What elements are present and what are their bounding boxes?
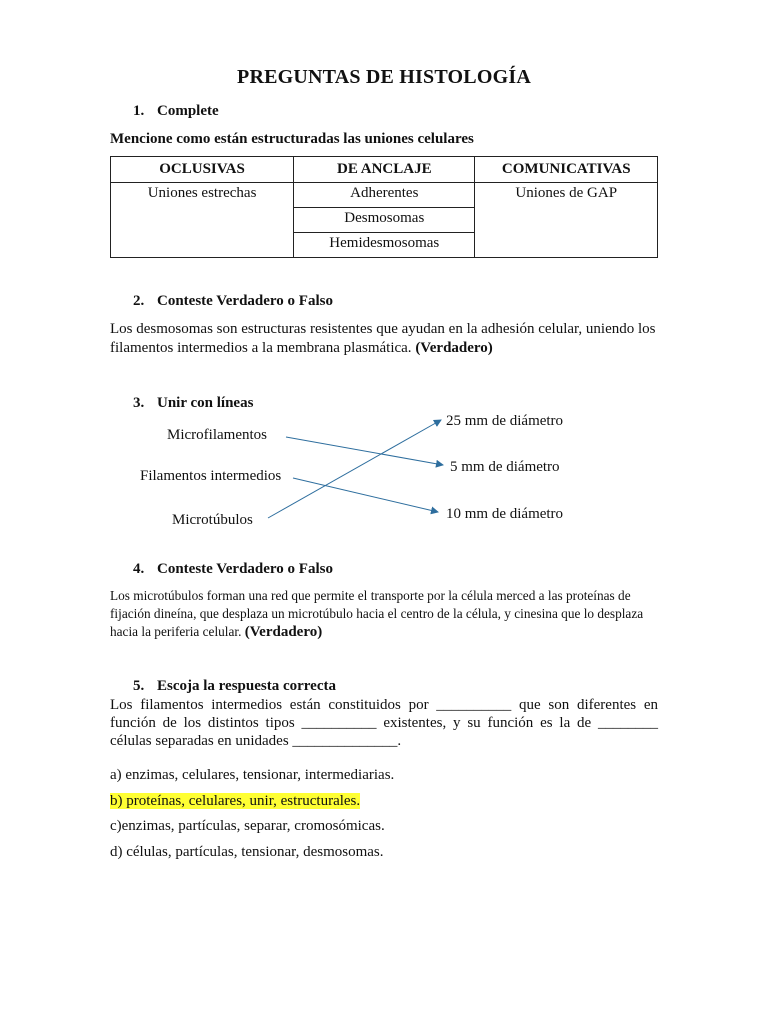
page-title: PREGUNTAS DE HISTOLOGÍA <box>237 66 531 88</box>
question-5-heading <box>133 678 336 695</box>
question-2-answer: (Verdadero) <box>415 340 493 356</box>
cell-anclaje-1: Adherentes <box>294 183 475 208</box>
question-1-prompt: Mencione como están estructuradas las uniones celulares <box>110 131 474 147</box>
match-right-10mm: 10 mm de diámetro <box>446 506 564 522</box>
option-a: a) enzimas, celulares, tensionar, intermediarias. <box>110 767 395 783</box>
match-left-filamentos-intermedios: Filamentos intermedios <box>140 468 282 484</box>
question-3-title: Unir con líneas <box>157 395 254 411</box>
question-1-number: 1. <box>133 103 145 119</box>
option-b-highlighted <box>110 793 360 810</box>
question-4-statement: Los microtúbulos forman una red que permite el transporte por la célula merced a las proteínas de fijación dineína, que desplaza un microtúbulo hacia el centro de la célula, y cinesina que lo desplaza hacia la periferia celular. <box>110 588 644 639</box>
match-right-25mm: 25 mm de diámetro <box>446 413 564 429</box>
header-anclaje: DE ANCLAJE <box>294 157 475 183</box>
cell-oclusivas: Uniones estrechas <box>111 183 294 258</box>
arrow-filamentos-to-10mm <box>293 478 438 512</box>
match-right-5mm: 5 mm de diámetro <box>450 459 560 475</box>
cell-comunicativas: Uniones de GAP <box>475 183 658 258</box>
option-d: d) células, partículas, tensionar, desmosomas. <box>110 844 384 860</box>
cell-anclaje-2: Desmosomas <box>294 208 475 233</box>
cell-anclaje-3: Hemidesmosomas <box>294 233 475 258</box>
match-left-microfilamentos: Microfilamentos <box>167 427 267 443</box>
question-5-title: Escoja la respuesta correcta <box>157 678 336 694</box>
arrow-microtubulos-to-25mm <box>268 420 441 518</box>
question-2-statement: Los desmosomas son estructuras resistentes que ayudan en la adhesión celular, uniendo los filamentos intermedios a la membrana plasmática. <box>110 321 656 356</box>
header-oclusivas: OCLUSIVAS <box>111 157 294 183</box>
question-3-number: 3. <box>133 395 145 411</box>
arrow-microfilamentos-to-5mm <box>286 437 443 465</box>
option-c: c)enzimas, partículas, separar, cromosómicas. <box>110 818 385 834</box>
question-4-text <box>110 587 658 641</box>
question-4-answer: (Verdadero) <box>244 624 323 640</box>
question-5-text: Los filamentos intermedios están constituidos por __________ que son diferentes en función de los distintos tipos __________ existentes, y su función es la de ________ células separadas en unidades ______________. <box>110 697 658 749</box>
question-2-title: Conteste Verdadero o Falso <box>157 293 333 309</box>
header-comunicativas: COMUNICATIVAS <box>475 157 658 183</box>
question-5-number: 5. <box>133 678 145 694</box>
option-b: b) proteínas, celulares, unir, estructurales. <box>110 793 361 809</box>
question-2-number: 2. <box>133 293 145 309</box>
question-4-heading <box>133 561 333 578</box>
question-4-title: Conteste Verdadero o Falso <box>157 561 333 577</box>
question-1-title: Complete <box>157 103 219 119</box>
match-left-microtubulos: Microtúbulos <box>172 512 253 528</box>
question-4-number: 4. <box>133 561 145 577</box>
